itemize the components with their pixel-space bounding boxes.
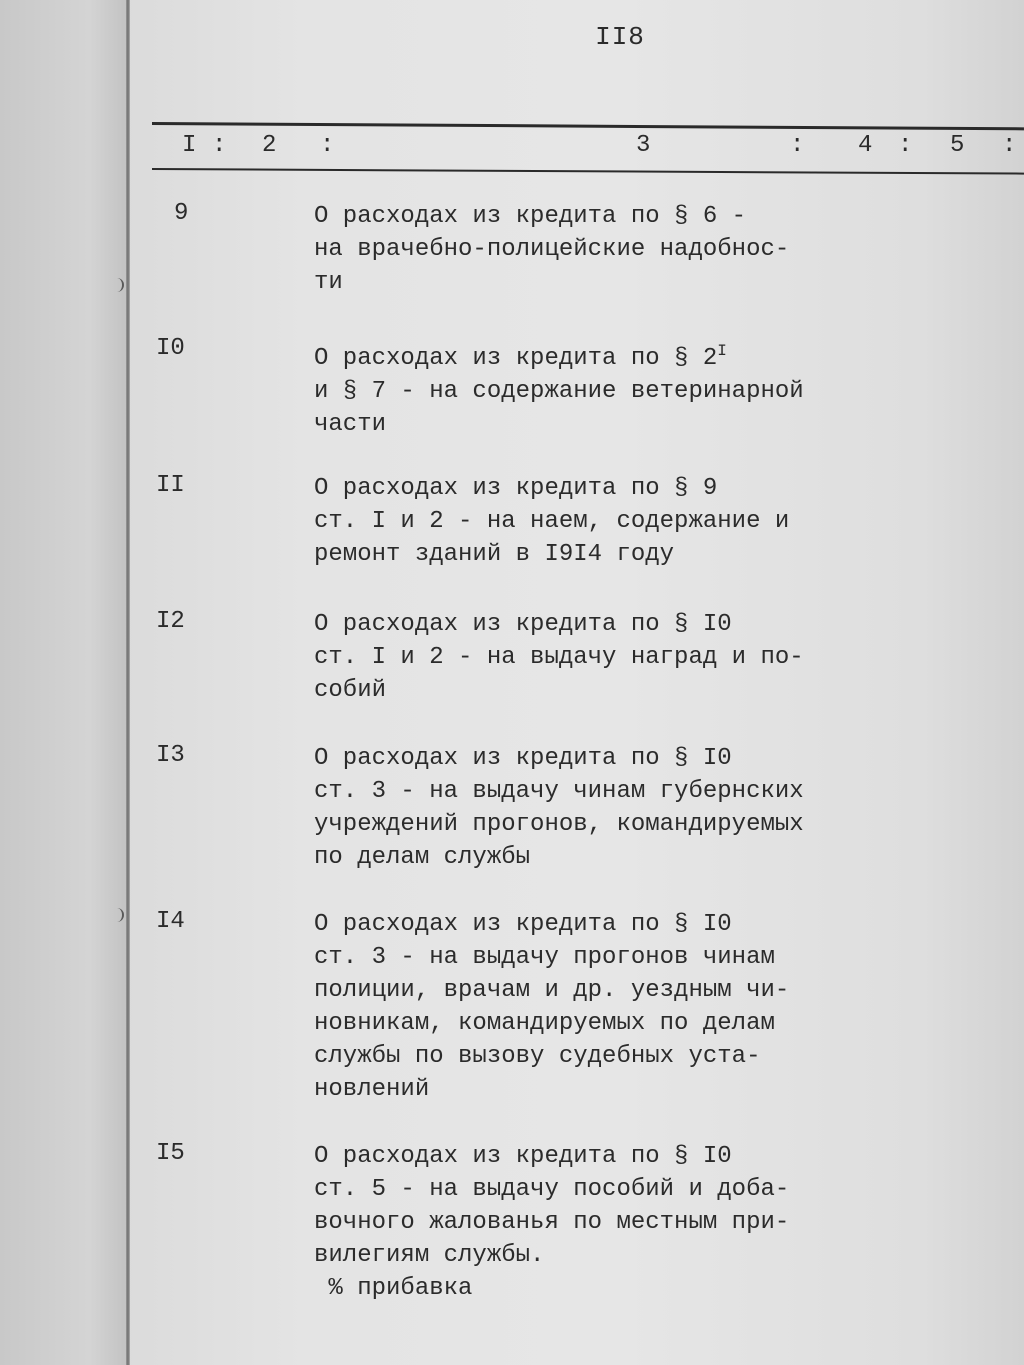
header-col-1: I	[182, 132, 197, 159]
header-separator: :	[898, 132, 913, 159]
entry-text	[314, 908, 814, 1106]
entry-line: на врачебно-полицейские надобнос-	[314, 236, 790, 263]
facing-page	[0, 0, 128, 1365]
entry-line: ст. I и 2 - на наем, содержание и	[314, 508, 790, 535]
entry-line: по делам службы	[314, 844, 531, 871]
entry-line: О расходах из кредита по § 6 -	[314, 203, 747, 230]
entry-line: собий	[314, 677, 387, 704]
entry-number: I5	[156, 1140, 185, 1167]
entry-number: I3	[156, 742, 185, 769]
header-separator: :	[212, 132, 227, 159]
entry-line: % прибавка	[314, 1275, 473, 1302]
table-header-bottom-rule	[152, 168, 1024, 175]
entry-number: I4	[156, 908, 185, 935]
entry-line: О расходах из кредита по § 2	[314, 345, 718, 372]
header-separator: :	[790, 132, 805, 159]
entry-line: О расходах из кредита по § 9	[314, 475, 718, 502]
entry-line: О расходах из кредита по § I0	[314, 611, 732, 638]
entry-line: вочного жалованья по местным при-	[314, 1209, 790, 1236]
table-header-row	[130, 128, 1024, 164]
entry-line: полиции, врачам и др. уездным чи-	[314, 977, 790, 1004]
entry-line: О расходах из кредита по § I0	[314, 1143, 732, 1170]
entry-text	[314, 200, 814, 299]
entry-line: части	[314, 411, 387, 438]
header-separator: :	[1002, 132, 1017, 159]
header-col-3: 3	[636, 132, 651, 159]
entry-number: I2	[156, 608, 185, 635]
page-number: II8	[595, 22, 645, 52]
entry-text	[314, 742, 814, 874]
entry-line: и § 7 - на содержание ветеринарной	[314, 378, 804, 405]
entry-line: О расходах из кредита по § I0	[314, 745, 732, 772]
header-separator: :	[320, 132, 335, 159]
entry-line: новлений	[314, 1076, 430, 1103]
entry-line: вилегиям службы.	[314, 1242, 545, 1269]
entry-text	[314, 335, 814, 441]
entry-line: службы по вызову судебных уста-	[314, 1043, 761, 1070]
entry-superscript: I	[717, 342, 727, 360]
entry-number: 9	[174, 200, 189, 227]
header-col-2: 2	[262, 132, 277, 159]
entry-text	[314, 608, 814, 707]
entry-line: О расходах из кредита по § I0	[314, 911, 732, 938]
entry-line: ремонт зданий в I9I4 году	[314, 541, 675, 568]
entry-line: ст. 3 - на выдачу чинам губернских	[314, 778, 804, 805]
header-col-4: 4	[858, 132, 873, 159]
entry-line: новникам, командируемых по делам	[314, 1010, 775, 1037]
entry-line: ти	[314, 269, 343, 296]
entry-number: II	[156, 472, 185, 499]
entry-number: I0	[156, 335, 185, 362]
entry-line: учреждений прогонов, командируемых	[314, 811, 804, 838]
header-col-5: 5	[950, 132, 965, 159]
entry-line: ст. 5 - на выдачу пособий и доба-	[314, 1176, 790, 1203]
entry-text	[314, 472, 814, 571]
document-sheet	[130, 0, 1024, 1365]
entry-line: ст. I и 2 - на выдачу наград и по-	[314, 644, 804, 671]
entry-text	[314, 1140, 814, 1305]
entry-line: ст. 3 - на выдачу прогонов чинам	[314, 944, 775, 971]
